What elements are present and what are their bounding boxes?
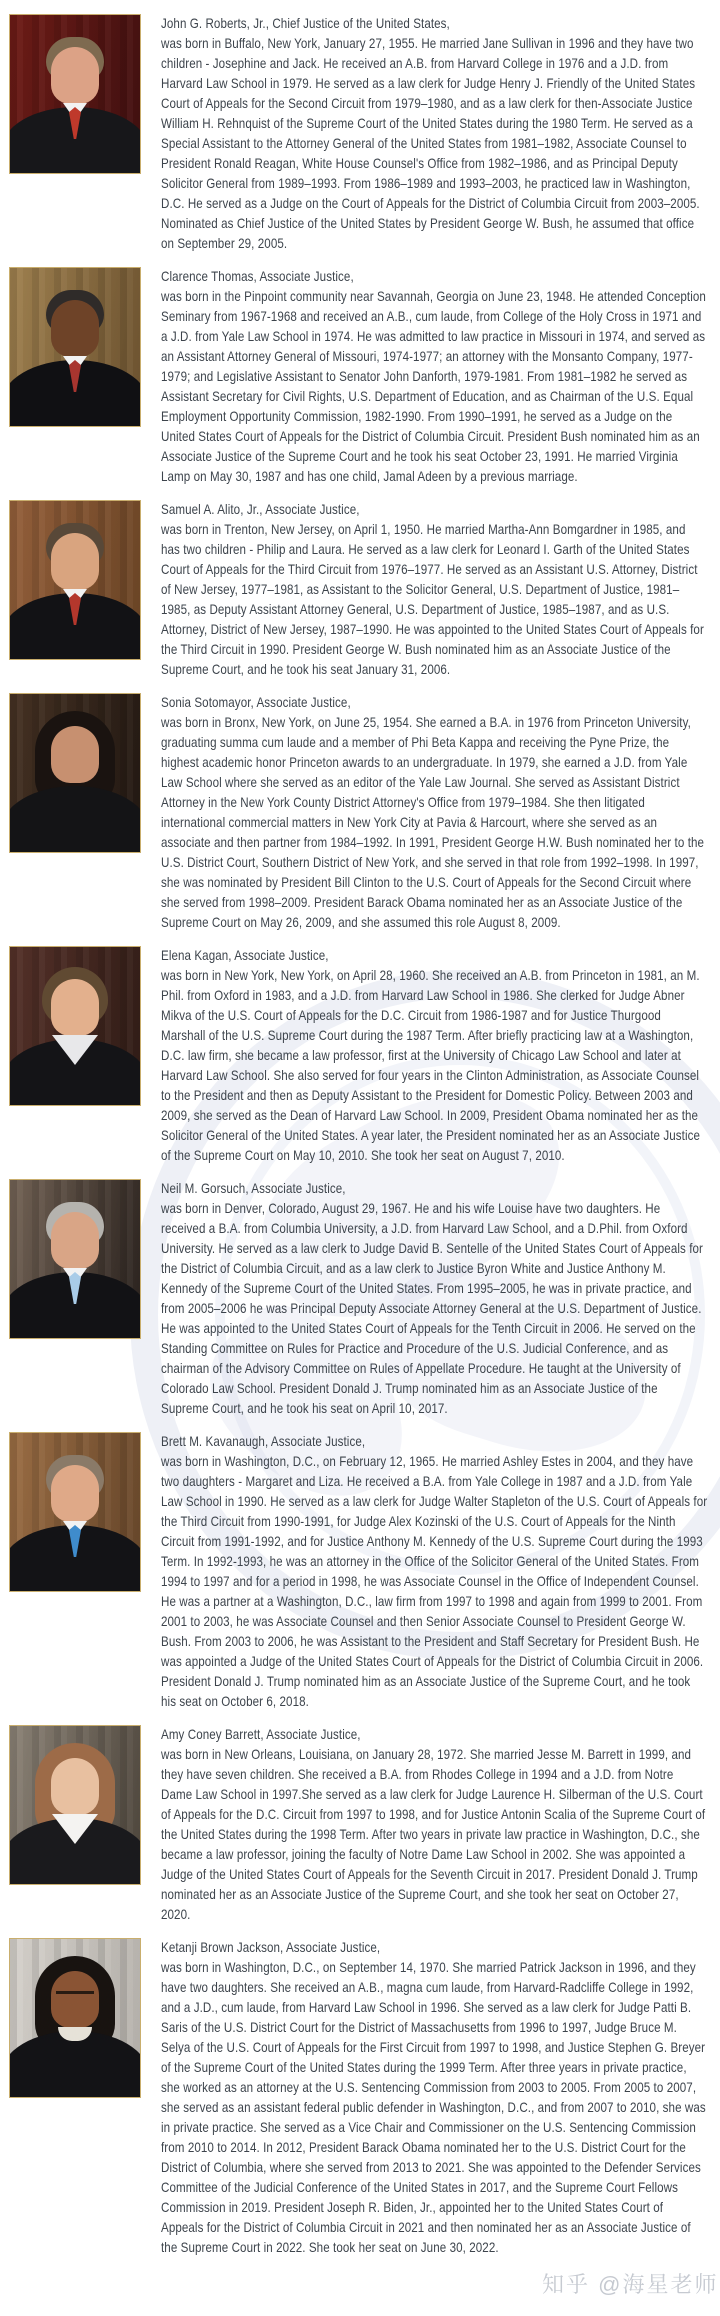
portrait-photo xyxy=(9,500,141,660)
justice-bio: was born in Buffalo, New York, January 27, 1955. He married Jane Sullivan in 1996 and they have two children - Josephine and Jack. He received an A.B. from Harvard College in 1976 and a J.D. from Harvard Law School in 1979. He served as a law clerk for Judge Henry J. Friendly of the United States Court of Appeals for the Second Circuit from 1979–1980, and as a law clerk for then-Associate Justice William H. Rehnquist of the Supreme Court of the United States during the 1980 Term. He served as a Special Assistant to the Attorney General of the United States from 1981–1982, Associate Counsel to President Ronald Reagan, White House Counsel's Office from 1982–1986, and as Principal Deputy Solicitor General from 1989–1993. From 1986–1989 and 1993–2003, he practiced law in Washington, D.C. He served as a Judge on the Court of Appeals for the District of Columbia Circuit from 2003–2005. Nominated as Chief Justice of the United States by President George W. Bush, he assumed that office on September 29, 2005. xyxy=(161,35,704,251)
justice-bio: was born in Denver, Colorado, August 29, 1967. He and his wife Louise have two daughters. He received a B.A. from Columbia University, a J.D. from Harvard Law School, and a D.Phil. from Oxford University. He served as a law clerk to Judge David B. Sentelle of the United States Court of Appeals for the District of Columbia Circuit, and as a law clerk to Justice Byron White and Justice Anthony M. Kennedy of the Supreme Court of the United States. From 1995–2005, he was in private practice, and from 2005–2006 he was Principal Deputy Associate Attorney General at the U.S. Department of Justice. He was appointed to the United States Court of Appeals for the Tenth Circuit in 2006. He served on the Standing Committee on Rules for Practice and Procedure of the U.S. Judicial Conference, and as chairman of the Advisory Committee on Rules of Appellate Procedure. He taught at the University of Colorado Law School. President Donald J. Trump nominated him as an Associate Justice of the Supreme Court, and he took his seat on April 10, 2017. xyxy=(161,1200,707,1416)
justice-bio: was born in Trenton, New Jersey, on April 1, 1950. He married Martha-Ann Bomgardner in 1985, and has two children - Philip and Laura. He served as a law clerk for Leonard I. Garth of the United States Court of Appeals for the Third Circuit from 1976–1977. He served as an Assistant U.S. Attorney, District of New Jersey, 1977–1981, as Assistant to the Solicitor General, U.S. Department of Justice, 1981–1985, as Deputy Assistant Attorney General, U.S. Department of Justice, 1985–1987, and as U.S. Attorney, District of New Jersey, 1987–1990. He was appointed to the United States Court of Appeals for the Third Circuit in 1990. President George W. Bush nominated him as an Associate Justice of the Supreme Court, and he took his seat January 31, 2006. xyxy=(161,521,708,677)
justice-name-line: Elena Kagan, Associate Justice, xyxy=(161,947,329,963)
portrait-face xyxy=(51,533,99,590)
justice-bio: was born in New Orleans, Louisiana, on January 28, 1972. She married Jesse M. Barrett in 1999, and they have seven children. She received a B.A. from Rhodes College in 1994 and a J.D. from Notre Dame Law School in 1997.She served as a law clerk for Judge Laurence H. Silberman of the U.S. Court of Appeals for the D.C. Circuit from 1997 to 1998, and for Justice Antonin Scalia of the Supreme Court of the United States during the 1998 Term. After two years in private law practice in Washington, D.C., she became a law professor, joining the faculty of Notre Dame Law School in 2002. She was appointed a Judge of the United States Court of Appeals for the Seventh Circuit in 2017. President Donald J. Trump nominated her as an Associate Justice of the Supreme Court, and she took her seat on October 27, 2020. xyxy=(161,1746,709,1922)
bio-text xyxy=(161,692,707,932)
bio-text xyxy=(161,1724,707,1924)
portrait-photo xyxy=(9,267,141,427)
uploader-watermark: 知乎 @海星老师 xyxy=(542,2272,719,2297)
justice-name-line: John G. Roberts, Jr., Chief Justice of the United States, xyxy=(161,15,450,31)
justice-bio: was born in the Pinpoint community near Savannah, Georgia on June 23, 1948. He attended Conception Seminary from 1967-1968 and received an A.B., cum laude, from College of the Holy Cross in 1971 and a J.D. from Yale Law School in 1974. He was admitted to law practice in Missouri in 1974, and served as an Assistant Attorney General of Missouri, 1974-1977; an attorney with the Monsanto Company, 1977-1979; and Legislative Assistant to Senator John Danforth, 1979-1981. From 1981–1982 he served as Assistant Secretary for Civil Rights, U.S. Department of Education, and as Chairman of the U.S. Equal Employment Opportunity Commission, 1982-1990. From 1990–1991, he served as a Judge on the United States Court of Appeals for the District of Columbia Circuit. President Bush nominated him as an Associate Justice of the Supreme Court and he took his seat October 23, 1991. He married Virginia Lamp on May 30, 1987 and has one child, Jamal Adeen by a previous marriage. xyxy=(161,288,710,484)
bio-text xyxy=(161,1178,707,1418)
justice-section-thomas xyxy=(0,266,720,486)
justice-name-line: Sonia Sotomayor, Associate Justice, xyxy=(161,694,351,710)
justice-section-kavanaugh xyxy=(0,1431,720,1711)
portrait-face xyxy=(51,1212,99,1269)
bio-text xyxy=(161,1937,710,2257)
justice-section-kagan xyxy=(0,945,720,1165)
justice-section-alito xyxy=(0,499,720,679)
portrait-face xyxy=(51,726,99,783)
justice-section-gorsuch xyxy=(0,1178,720,1418)
portrait-face xyxy=(51,979,99,1036)
portrait-face xyxy=(51,300,99,357)
bio-text xyxy=(161,1431,711,1711)
justice-section-barrett xyxy=(0,1724,720,1924)
justice-section-roberts xyxy=(0,13,720,253)
justice-bio: was born in Washington, D.C., on February 12, 1965. He married Ashley Estes in 2004, and they have two daughters - Margaret and Liza. He received a B.A. from Yale College in 1987 and a J.D. from Yale Law School in 1990. He served as a law clerk for Judge Walter Stapleton of the U.S. Court of Appeals for the Third Circuit from 1990-1991, for Judge Alex Kozinski of the U.S. Court of Appeals for the Ninth Circuit from 1991-1992, and for Justice Anthony M. Kennedy of the U.S. Supreme Court during the 1993 Term. In 1992-1993, he was an attorney in the Office of the Solicitor General of the United States. From 1994 to 1997 and for a period in 1998, he was Associate Counsel in the Office of Independent Counsel. He was a partner at a Washington, D.C., law firm from 1997 to 1998 and again from 1999 to 2001. From 2001 to 2003, he was Associate Counsel and then Senior Associate Counsel to President George W. Bush. From 2003 to 2006, he was Assistant to the President and Staff Secretary for President Bush. He was appointed a Judge of the United States Court of Appeals for the District of Columbia Circuit in 2006. President Donald J. Trump nominated him as an Associate Justice of the Supreme Court, and he took his seat on October 6, 2018. xyxy=(161,1453,711,1709)
portrait-face xyxy=(51,1971,99,2028)
portrait-photo xyxy=(9,693,141,853)
portrait-face xyxy=(51,1465,99,1522)
portrait-photo xyxy=(9,1432,141,1592)
portrait-photo xyxy=(9,1725,141,1885)
justice-bio: was born in New York, New York, on April 28, 1960. She received an A.B. from Princeton in 1981, an M. Phil. from Oxford in 1983, and a J.D. from Harvard Law School in 1986. She clerked for Judge Abner Mikva of the U.S. Court of Appeals for the D.C. Circuit from 1986-1987 and for Justice Thurgood Marshall of the U.S. Supreme Court during the 1987 Term. After briefly practicing law at a Washington, D.C. law firm, she became a law professor, first at the University of Chicago Law School and later at Harvard Law School. She also served for four years in the Clinton Administration, as Associate Counsel to the President and then as Deputy Assistant to the President for Domestic Policy. Between 2003 and 2009, she served as the Dean of Harvard Law School. In 2009, President Obama nominated her as the Solicitor General of the United States. A year later, the President nominated her as an Associate Justice of the Supreme Court on May 10, 2010. She took her seat on August 7, 2010. xyxy=(161,967,704,1163)
justice-bio: was born in Washington, D.C., on September 14, 1970. She married Patrick Jackson in 1996, and they have two daughters. She received an A.B., magna cum laude, from Harvard-Radcliffe College in 1992, and a J.D., cum laude, from Harvard Law School in 1996. She served as a law clerk for Judge Patti B. Saris of the U.S. District Court for the District of Massachusetts from 1996 to 1997, Judge Bruce M. Selya of the U.S. Court of Appeals for the First Circuit from 1997 to 1998, and Justice Stephen G. Breyer of the Supreme Court of the United States during the 1999 Term. After three years in private practice, she worked as an attorney at the U.S. Sentencing Commission from 2003 to 2005. From 2005 to 2007, she served as an assistant federal public defender in Washington, D.C., and from 2007 to 2010, she was in private practice. She served as a Vice Chair and Commissioner on the U.S. Sentencing Commission from 2010 to 2014. In 2012, President Barack Obama nominated her to the U.S. District Court for the District of Columbia, where she served from 2013 to 2021. She was appointed to the Defender Services Committee of the Judicial Conference of the United States in 2017, and the Supreme Court Fellows Commission in 2019. President Joseph R. Biden, Jr., appointed her to the United States Court of Appeals for the District of Columbia Circuit in 2021 and then nominated her as an Associate Justice of the Supreme Court in 2022. She took her seat on June 30, 2022. xyxy=(161,1959,710,2255)
justice-section-sotomayor xyxy=(0,692,720,932)
justice-section-jackson xyxy=(0,1937,720,2257)
justice-name-line: Clarence Thomas, Associate Justice, xyxy=(161,268,354,284)
portrait-photo xyxy=(9,1179,141,1339)
portrait-face xyxy=(51,1758,99,1815)
bio-text xyxy=(161,499,707,679)
portrait-face xyxy=(51,47,99,104)
portrait-photo xyxy=(9,14,141,174)
bio-text xyxy=(161,945,707,1165)
justice-bio: was born in Bronx, New York, on June 25, 1954. She earned a B.A. in 1976 from Princeton University, graduating summa cum laude and a member of Phi Beta Kappa and receiving the Pyne Prize, the highest academic honor Princeton awards to an undergraduate. In 1979, she earned a J.D. from Yale Law School where she served as an editor of the Yale Law Journal. She served as Assistant District Attorney in the New York County District Attorney's Office from 1979–1984. She then litigated international commercial matters in New York City at Pavia & Harcourt, where she served as an associate and then partner from 1984–1992. In 1991, President George H.W. Bush nominated her to the U.S. District Court, Southern District of New York, and she served in that role from 1992–1998. In 1997, she was nominated by President Bill Clinton to the U.S. Court of Appeals for the Second Circuit where she served from 1998–2009. President Barack Obama nominated her as an Associate Justice of the Supreme Court on May 26, 2009, and she assumed this role August 8, 2009. xyxy=(161,714,708,930)
justice-name-line: Brett M. Kavanaugh, Associate Justice, xyxy=(161,1433,366,1449)
bio-text xyxy=(161,13,707,253)
bio-text xyxy=(161,266,710,486)
justice-name-line: Samuel A. Alito, Jr., Associate Justice, xyxy=(161,501,360,517)
portrait-photo xyxy=(9,946,141,1106)
justice-name-line: Ketanji Brown Jackson, Associate Justice, xyxy=(161,1939,381,1955)
justice-name-line: Amy Coney Barrett, Associate Justice, xyxy=(161,1726,361,1742)
portrait-photo xyxy=(9,1938,141,2098)
justice-name-line: Neil M. Gorsuch, Associate Justice, xyxy=(161,1180,346,1196)
